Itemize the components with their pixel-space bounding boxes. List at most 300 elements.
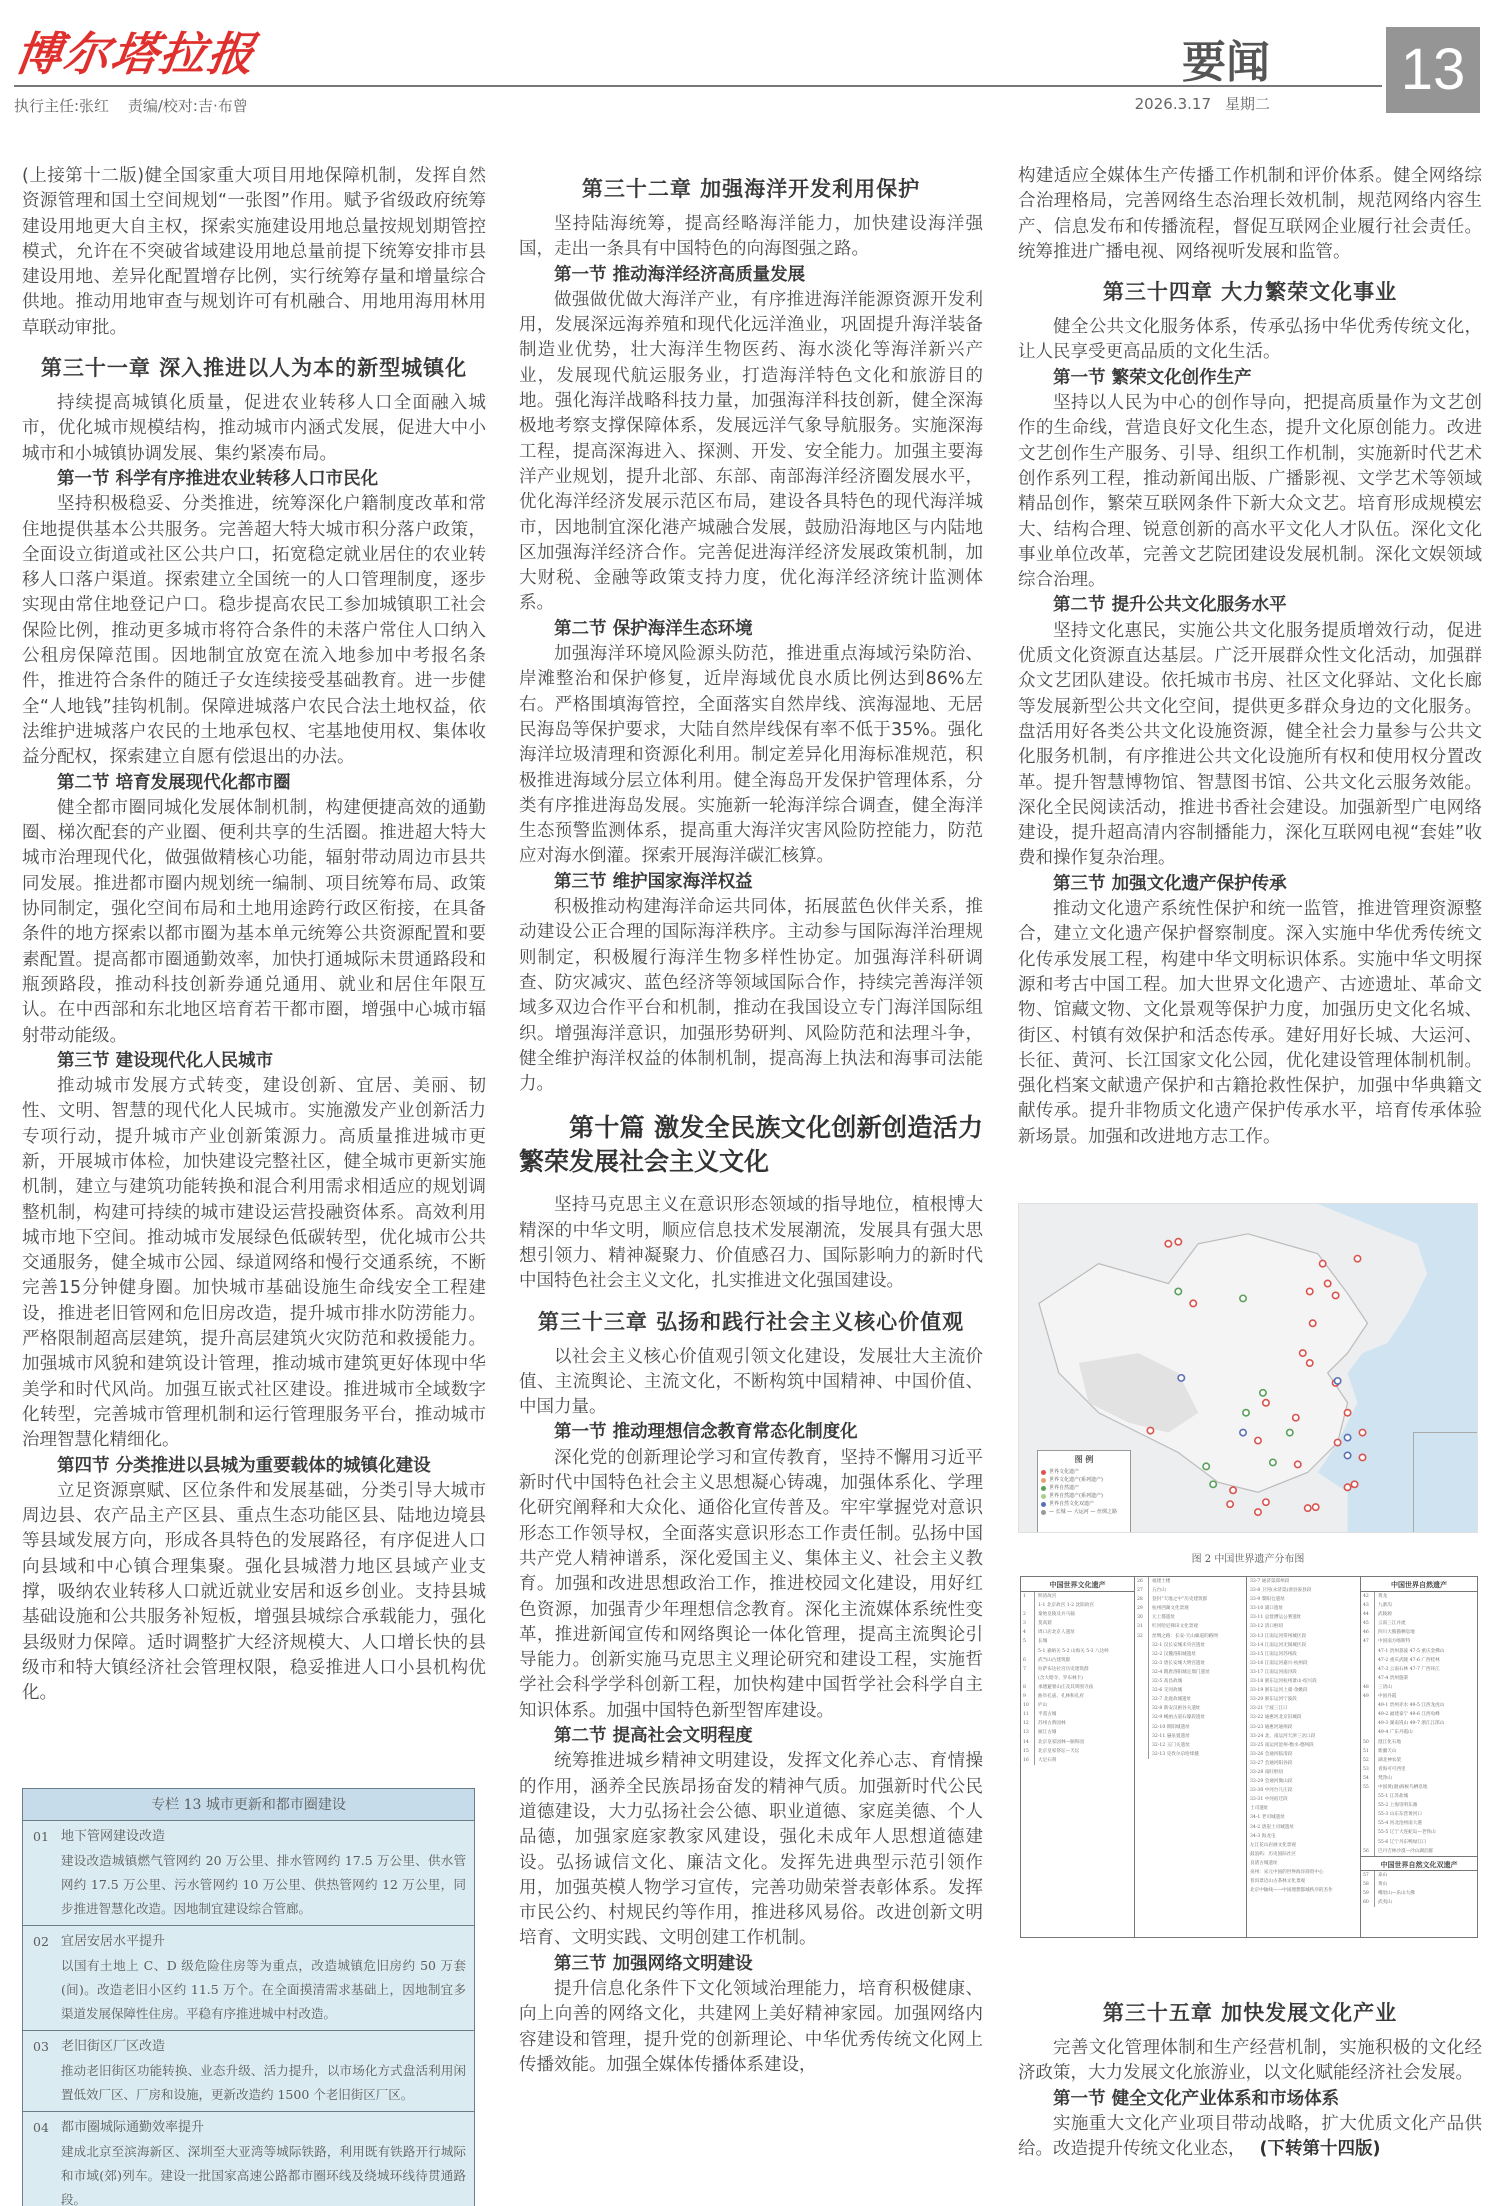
heritage-table-row [1021, 1674, 1134, 1683]
heritage-site-marker [1230, 1487, 1236, 1493]
heritage-name: 33-10 浦口遗址 [1250, 1606, 1284, 1612]
heritage-table-row [1247, 1713, 1360, 1722]
ch31-section-2-title: 第二节 培育发展现代化都市圈 [57, 772, 291, 793]
heritage-table-row [1247, 1886, 1360, 1895]
chapter-32-title: 第三十二章 加强海洋开发利用保护 [581, 177, 921, 201]
heritage-name: 33-17 江南运河南浔段 [1250, 1669, 1297, 1675]
part-10-lead: 坚持马克思主义在意识形态领域的指导地位，植根博大精深的中华文明，顺应信息技术发展潮流，发展具有强大思想引领力、精神凝聚力、价值感召力、国际影响力的新时代中国特色社会主义文化，扎实推进文化强国建设。 [519, 1195, 983, 1292]
heritage-site-marker [1255, 1437, 1261, 1443]
heritage-table-row [1247, 1859, 1360, 1868]
heritage-site-marker [1243, 1410, 1249, 1416]
legend-label: 世界文化遗产 [1049, 1469, 1080, 1475]
legend-marker-icon [1041, 1502, 1046, 1507]
heritage-name: 49-4 广东丹霞山 [1378, 1730, 1413, 1736]
heritage-site-marker [1263, 1499, 1269, 1505]
heritage-site-marker [1270, 1459, 1276, 1465]
publication-date [1135, 93, 1270, 114]
heritage-name: 青海可可西里 [1378, 1766, 1406, 1772]
heritage-table-row [1361, 1647, 1477, 1656]
heritage-name: 1-1 北京故宫 1-2 沈阳故宫 [1038, 1603, 1094, 1609]
heritage-site-marker [1295, 1461, 1301, 1467]
ch33-section-3-body: 提升信息化条件下文化领域治理能力，培育积极健康、向上向善的网络文化，共建网上美好精神家园。加强网络内容建设和管理，提升党的创新理论、中华优秀传统文化网上传播效能。加强全媒体传播体系建设， [519, 1979, 983, 2075]
heritage-number [1135, 1695, 1149, 1704]
heritage-table-row [1021, 1683, 1134, 1692]
heritage-table-row [1361, 1738, 1477, 1747]
heritage-number [1361, 1828, 1375, 1837]
chapter-32-lead: 坚持陆海统筹，提高经略海洋能力，加快建设海洋强国，走出一条具有中国特色的向海图强之路。 [519, 214, 983, 260]
heritage-name: 澄江化石地 [1378, 1739, 1401, 1745]
heritage-site-marker [1307, 1288, 1313, 1294]
heritage-name: 55-1 江苏盐城 [1378, 1794, 1409, 1800]
heritage-number [1135, 1704, 1149, 1713]
heritage-table-row [1361, 1880, 1477, 1889]
ch35-section-1-body [1018, 2112, 1482, 2163]
heritage-table-row [1135, 1650, 1246, 1659]
heritage-number: 27 [1135, 1586, 1149, 1595]
heritage-name: 云南三江并流 [1378, 1621, 1406, 1627]
heritage-name: 中国黄(渤)海候鸟栖息地 [1378, 1784, 1428, 1790]
heritage-name: 47-4 贵州施秉 [1378, 1675, 1409, 1681]
heritage-number: 58 [1361, 1880, 1375, 1889]
heritage-site-marker [1354, 1255, 1360, 1261]
heritage-table-row [1247, 1850, 1360, 1859]
heritage-name: 梵净山 [1378, 1775, 1392, 1781]
heritage-number: 29 [1135, 1604, 1149, 1613]
heritage-table-row [1361, 1637, 1477, 1646]
legend-marker-icon [1041, 1478, 1046, 1483]
heritage-number [1361, 1665, 1375, 1674]
heritage-name: 33-25 南运河沧州-衡水-德州段 [1250, 1742, 1314, 1748]
heritage-table-row [1361, 1692, 1477, 1701]
heritage-number [1135, 1713, 1149, 1722]
ch35-section-1-title: 第一节 健全文化产业体系和市场体系 [1053, 2088, 1340, 2109]
box-item-title: 老旧街区厂区改造 [61, 2039, 166, 2054]
heritage-table-row [1247, 1877, 1360, 1886]
heritage-table-row [1135, 1604, 1246, 1613]
heritage-name: 武陵源 [1378, 1612, 1392, 1618]
heritage-name: 苏州古典园林 [1038, 1721, 1066, 1727]
continued-on-page-link[interactable]: (下转第十四版) [1259, 2139, 1381, 2160]
newspaper-logo: 博尔塔拉报 [11, 27, 260, 81]
heritage-table-row [1247, 1677, 1360, 1686]
heritage-name: 拉萨布达拉宫历史建筑群 [1038, 1666, 1089, 1672]
heritage-name: 曲阜孔庙、孔林和孔府 [1038, 1694, 1084, 1700]
ch33-section-1-body: 深化党的创新理论学习和宣传教育，坚持不懈用习近平新时代中国特色社会主义思想凝心铸魂，加强体系化、学理化研究阐释和大众化、通俗化宣传普及。牢牢掌握党对意识形态工作领导权，全面落实意识形态工作责任制。弘扬中国共产党人精神谱系，深化爱国主义、集体主义、社会主义教育。加强和改进思想政治工作，推进校园文化建设，用好红色资源，加强青少年理想信念教育。深化主流媒体系统性变革，推进新闻宣传和网络舆论一体化管理，提高主流舆论引导能力。创新实施马克思主义理论研究和建设工程，实施哲学社会科学学科创新工程，加快构建中国哲学社会科学自主知识体系。加强中国特色新型智库建设。 [519, 1447, 983, 1721]
heritage-number: 55 [1361, 1783, 1375, 1792]
heritage-table-row [1361, 1747, 1477, 1756]
heritage-table-row [1361, 1819, 1477, 1828]
legend-item [1041, 1500, 1127, 1508]
heritage-name: 泉州：宋元中国的世界海洋商贸中心 [1250, 1870, 1324, 1875]
heritage-name: 33-16 江南运河嘉兴-杭州段 [1250, 1660, 1308, 1666]
heritage-name: 五台山 [1152, 1588, 1166, 1594]
heritage-site-marker [1344, 1434, 1350, 1440]
heritage-table-row [1361, 1619, 1477, 1628]
heritage-number [1361, 1710, 1375, 1719]
box-item-number: 01 [33, 1829, 49, 1844]
heritage-table-row [1247, 1641, 1360, 1650]
chapter-31-title: 第三十一章 深入推进以人为本的新型城镇化 [40, 356, 468, 381]
heritage-table-row [1135, 1577, 1246, 1586]
heritage-site-marker [1203, 1463, 1209, 1469]
heritage-name: 武当山古建筑群 [1038, 1657, 1071, 1663]
heritage-table-row [1247, 1632, 1360, 1641]
box-item [23, 2112, 474, 2206]
masthead [0, 0, 1500, 130]
section-name: 要闻 [1182, 37, 1270, 88]
heritage-site-marker [1147, 1427, 1153, 1433]
ch31-section-3-body: 推动城市发展方式转变，建设创新、宜居、美丽、韧性、文明、智慧的现代化人民城市。实施激发产业创新活力专项行动，提升城市产业创新策源力。高质量推进城市更新，开展城市体检，加快建设完整社区，健全城市更新实施机制，建立与建筑功能转换和混合利用需求相适应的规划调整机制，构建可持续的城市建设运营投融资体系。高效利用城市地下空间。推动城市发展绿色低碳转型，优化城市公共交通服务，健全城市公园、绿道网络和慢行交通系统，不断完善15分钟健身圈。加快城市基础设施生命线安全工程建设，推进老旧管网和危旧房改造，提升城市排水防涝能力。严格限制超高层建筑，提升高层建筑火灾防范和救援能力。加强城市风貌和建筑设计管理，推动城市建筑更好体现中华美学和时代风尚。加强互嵌式社区建设。推进城市全域数字化转型，完善城市管理机制和运行管理服务平台，推动城市治理智慧化精细化。 [22, 1076, 486, 1451]
heritage-table-row [1135, 1641, 1246, 1650]
heritage-number: 56 [1361, 1847, 1375, 1856]
heritage-table-row [1361, 1810, 1477, 1819]
heritage-site-marker [1359, 1454, 1365, 1460]
heritage-site-marker [1165, 1241, 1171, 1247]
heritage-name: 泰山 [1378, 1872, 1388, 1878]
heritage-number: 5 [1021, 1637, 1035, 1646]
heritage-table-row [1135, 1750, 1246, 1759]
heritage-table-row [1021, 1647, 1134, 1656]
heritage-table-row [1361, 1719, 1477, 1728]
heritage-site-marker [1319, 1260, 1325, 1266]
heritage-site-marker [1175, 1288, 1181, 1294]
heritage-name: 49-2 福建泰宁 49-6 江西龟峰 [1378, 1712, 1440, 1718]
heritage-name: 四川大熊猫栖息地 [1378, 1630, 1415, 1636]
heritage-table-row [1021, 1601, 1134, 1610]
heritage-table-row [1247, 1577, 1360, 1586]
box-item-body: 建成北京至滨海新区、深圳至大亚湾等城际铁路，利用既有铁路开行城际和市域(郊)列车。建设一批国家高速公路都市圈环线及绕城环线待贯通路段。 [61, 2144, 466, 2206]
heritage-site-marker [1263, 1400, 1269, 1406]
heritage-site-marker [1344, 1410, 1350, 1416]
heritage-table-row [1361, 1756, 1477, 1765]
heritage-name: 32-4 隋唐洛阳城定鼎门遗址 [1152, 1669, 1210, 1675]
box-item-title: 地下管网建设改造 [61, 1829, 166, 1844]
heritage-name: 杭州西湖文化景观 [1152, 1606, 1189, 1612]
heritage-number: 28 [1135, 1595, 1149, 1604]
column-3-bottom [1018, 1986, 1482, 2162]
legend-label: 世界自然遗产 [1049, 1485, 1080, 1491]
cultural-heritage-col-1 [1021, 1577, 1135, 1937]
heritage-number: 32 [1135, 1632, 1149, 1641]
heritage-name: 47-1 贵州荔波 47-5 重庆金佛山 [1378, 1648, 1445, 1654]
heritage-table-row [1135, 1613, 1246, 1622]
heritage-table-row [1021, 1692, 1134, 1701]
ch31-section-4-title: 第四节 分类推进以县城为重要载体的城镇化建设 [57, 1455, 431, 1476]
heritage-site-marker [1344, 1484, 1350, 1490]
mixed-heritage-header: 中国世界自然文化双遗产 [1361, 1856, 1477, 1871]
heritage-table-row [1247, 1841, 1360, 1850]
heritage-number: 4 [1021, 1628, 1035, 1637]
heritage-number: 47 [1361, 1637, 1375, 1646]
heritage-table-row [1135, 1595, 1246, 1604]
box-item [23, 1821, 474, 1926]
heritage-number [1135, 1650, 1149, 1659]
box-item [23, 2031, 474, 2112]
chapter-31-lead: 持续提高城镇化质量，促进农业转移人口全面融入城市，优化城市规模结构，推动城市内涵式发展，促进大中小城市和小城镇协调发展、集约紧凑布局。 [22, 393, 486, 464]
heritage-name: 33-7 通济渠郑州段 [1250, 1579, 1290, 1584]
heritage-name: 长城 [1038, 1639, 1048, 1645]
heritage-table-row [1247, 1586, 1360, 1595]
heritage-name: 北京中轴线——中国理想都城秩序的杰作 [1250, 1888, 1333, 1894]
heritage-number [1135, 1677, 1149, 1686]
heritage-table-row [1247, 1804, 1360, 1813]
heritage-name: 良渚古城遗址 [1250, 1860, 1278, 1866]
heritage-site-marker [1344, 1452, 1350, 1458]
continued-paragraph: (上接第十二版)健全国家重大项目用地保障机制，发挥自然资源管理和国土空间规划“一张图”作用。赋予省级政府统筹建设用地更大自主权，探索实施建设用地总量按规划期管控模式，允许在不突破省域建设用地总量前提下统筹安排市县建设用地、差异化配置增存比例，实行统筹存量和增量综合供地。推动用地审查与规划许可有机融合、用地用海用林用草联动审批。 [22, 166, 486, 338]
chapter-34-lead: 健全公共文化服务体系，传承弘扬中华优秀传统文化，让人民享受更高品质的文化生活。 [1018, 317, 1482, 363]
legend-label: 世界文化遗产(系列遗产) [1049, 1477, 1103, 1483]
heritage-number: 59 [1361, 1889, 1375, 1898]
heritage-table-row [1361, 1656, 1477, 1665]
box-item-title: 都市圈城际通勤效率提升 [61, 2120, 205, 2135]
box-item [23, 1926, 474, 2031]
heritage-site-marker [1175, 1239, 1181, 1245]
legend-item [1041, 1508, 1127, 1516]
heritage-name: 34-3 海龙屯 [1250, 1833, 1276, 1839]
heritage-table-row [1361, 1665, 1477, 1674]
heritage-site-marker [1307, 1360, 1313, 1366]
heritage-name: 福建土楼 [1152, 1579, 1171, 1584]
box-item-number: 02 [33, 1934, 49, 1949]
heritage-name: 莫高窟 [1038, 1621, 1052, 1627]
heritage-number: 49 [1361, 1692, 1375, 1701]
heritage-name: 峨眉山—乐山大佛 [1378, 1890, 1415, 1896]
heritage-number: 57 [1361, 1871, 1375, 1880]
box-item-body: 推动老旧街区功能转换、业态升级、活力提升，以市场化方式盘活利用闲置低效厂区、厂房和设施，更新改造约 1500 个老旧街区厂区。 [61, 2063, 466, 2102]
heritage-table-row [1021, 1610, 1134, 1619]
heritage-number [1135, 1741, 1149, 1750]
heritage-name: 九寨沟 [1378, 1603, 1392, 1609]
heritage-table-row [1135, 1622, 1246, 1631]
heritage-name: 33-23 通惠河通州段 [1250, 1724, 1293, 1730]
heritage-site-marker [1324, 1280, 1330, 1286]
masthead-rule [14, 85, 1382, 87]
heritage-site-marker [1313, 1504, 1319, 1510]
heritage-number [1135, 1659, 1149, 1668]
heritage-table-row [1247, 1659, 1360, 1668]
heritage-number [1361, 1801, 1375, 1810]
editor-credit: 责编/校对:吉·布曾 [127, 97, 248, 115]
heritage-table-row [1361, 1674, 1477, 1683]
heritage-name: 土司遗址 [1250, 1806, 1269, 1812]
heritage-number: 44 [1361, 1610, 1375, 1619]
heritage-table-row [1361, 1774, 1477, 1783]
heritage-site-marker [1334, 1439, 1340, 1445]
heritage-name: 鼓浪屿：历史国际社区 [1250, 1851, 1296, 1857]
heritage-table-row [1361, 1592, 1477, 1601]
heritage-table-row [1361, 1601, 1477, 1610]
ch34-section-3-title: 第三节 加强文化遗产保护传承 [1053, 873, 1287, 894]
ch32-section-3-title: 第三节 维护国家海洋权益 [554, 871, 753, 892]
heritage-number: 7 [1021, 1665, 1035, 1674]
heritage-name: 新疆天山 [1378, 1748, 1397, 1754]
ch31-section-1-title: 第一节 科学有序推进农业转移人口市民化 [57, 468, 379, 489]
heritage-table-row [1247, 1786, 1360, 1795]
legend-title: 图 例 [1074, 1455, 1094, 1464]
heritage-number: 50 [1361, 1738, 1375, 1747]
continued-paragraph: 构建适应全媒体生产传播工作机制和评价体系。健全网络综合治理格局，完善网络生态治理长效机制，规范网络内容生产、信息发布和传播流程，督促互联网企业履行社会责任。统筹推进广播电视、网络视听发展和监管。 [1018, 166, 1482, 262]
heritage-name: 湖北神农架 [1378, 1757, 1401, 1763]
heritage-table-row [1361, 1889, 1477, 1898]
heritage-number: 60 [1361, 1898, 1375, 1907]
heritage-site-marker [1260, 1390, 1266, 1396]
heritage-number: 42 [1361, 1592, 1375, 1601]
heritage-number [1361, 1656, 1375, 1665]
heritage-number [1361, 1647, 1375, 1656]
heritage-table-row [1247, 1604, 1360, 1613]
heritage-table-row [1247, 1622, 1360, 1631]
ch34-section-1-title: 第一节 繁荣文化创作生产 [1053, 367, 1252, 388]
heritage-name: 明清故宫 [1038, 1594, 1057, 1599]
ch35-section-1-text: 实施重大文化产业项目带动战略，扩大优质文化产品供给。改造提升传统文化业态， [1018, 2113, 1482, 2160]
heritage-name: 三清山 [1378, 1684, 1392, 1690]
heritage-table-row [1361, 1828, 1477, 1837]
heritage-table-row [1247, 1704, 1360, 1713]
ch33-section-2-title: 第二节 提高社会文明程度 [554, 1726, 753, 1747]
ch32-section-2-body: 加强海洋环境风险源头防范，推进重点海域污染防治、岸滩整治和保护修复，近岸海域优良水质比例达到86%左右。严格围填海管控，全面落实自然岸线、滨海湿地、无居民海岛等保护要求，大陆自然岸线保有率不低于35%。强化海洋垃圾清理和资源化利用。制定差异化用海标准规范，积极推进海域分层立体利用。健全海岛开发保护管理体系，分类有序推进海岛发展。实施新一轮海洋综合调查，健全海洋生态预警监测体系，提高重大海洋灾害风险防控能力，防范应对海水倒灌。探索开展海洋碳汇核算。 [519, 644, 983, 867]
chapter-33-lead: 以社会主义核心价值观引领文化建设，发展壮大主流价值、主流舆论、主流文化，不断构筑中国精神、中国价值、中国力量。 [519, 1346, 983, 1418]
heritage-name: 32-6 交河故城 [1152, 1688, 1183, 1694]
heritage-table-row [1135, 1704, 1246, 1713]
heritage-name: 平遥古城 [1038, 1712, 1057, 1718]
heritage-name: 33-31 中河宿迁段 [1250, 1797, 1288, 1803]
heritage-table-row [1021, 1628, 1134, 1637]
world-heritage-map [1018, 1203, 1478, 1533]
ch33-section-2-body: 统筹推进城乡精神文明建设，发挥文化养心志、育情操的作用，涵养全民族昂扬奋发的精神气质。加强新时代公民道德建设，大力弘扬社会公德、职业道德、家庭美德、个人品德，加强家庭家教家风建设，强化未成年人思想道德建设。弘扬诚信文化、廉洁文化。发挥先进典型示范引领作用，加强英模人物学习宣传，完善功勋荣誉表彰体系。发挥市民公约、村规民约等作用，推进移风易俗。改进创新文明培育、文明实践、文明创建工作机制。 [519, 1751, 983, 1949]
heritage-site-marker [1190, 1300, 1196, 1306]
heritage-name: 33-28 南旺枢纽 [1250, 1769, 1284, 1775]
box-title: 专栏 13 城市更新和都市圈建设 [23, 1789, 474, 1821]
heritage-name: 黄山 [1378, 1881, 1388, 1887]
legend-label: 世界自然文化双遗产 [1049, 1501, 1095, 1507]
date-text: 2026.3.17 [1134, 95, 1211, 113]
heritage-number: 48 [1361, 1683, 1375, 1692]
heritage-table-row [1021, 1710, 1134, 1719]
heritage-number: 31 [1135, 1622, 1149, 1631]
heritage-name: 丽江古城 [1038, 1730, 1057, 1736]
heritage-name: 32-10 锁阳城遗址 [1152, 1724, 1190, 1730]
heritage-site-marker [1210, 1481, 1216, 1487]
heritage-number: 53 [1361, 1765, 1375, 1774]
heritage-number: 1 [1021, 1592, 1035, 1601]
heritage-list-table [1020, 1576, 1478, 1938]
column-2 [519, 164, 983, 2078]
legend-label: 世界自然遗产(系列遗产) [1049, 1493, 1103, 1499]
heritage-name: 庐山 [1038, 1703, 1048, 1709]
heritage-name: 33-20 浙东运河宁波段 [1250, 1697, 1297, 1703]
heritage-number: 26 [1135, 1577, 1149, 1586]
ch32-section-1-title: 第一节 推动海洋经济高质量发展 [554, 264, 806, 285]
heritage-table-row [1247, 1795, 1360, 1804]
ch32-section-2-title: 第二节 保护海洋生态环境 [554, 618, 753, 639]
heritage-table-row [1247, 1741, 1360, 1750]
heritage-number: 3 [1021, 1619, 1035, 1628]
heritage-number [1361, 1792, 1375, 1801]
heritage-site-marker [1332, 1292, 1338, 1298]
heritage-number: 52 [1361, 1756, 1375, 1765]
heritage-name: 周口店北京人遗址 [1038, 1630, 1075, 1636]
heritage-site-marker [1351, 1481, 1357, 1487]
heritage-name: 秦始皇陵及兵马俑 [1038, 1612, 1075, 1618]
heritage-name: 33-15 江南运河苏州段 [1250, 1651, 1297, 1657]
heritage-name: 33-27 会通河阳谷段 [1250, 1760, 1293, 1766]
heritage-table-row [1135, 1713, 1246, 1722]
heritage-number [1135, 1732, 1149, 1741]
heritage-table-row [1361, 1871, 1477, 1880]
heritage-number: 51 [1361, 1747, 1375, 1756]
heritage-number [1021, 1674, 1035, 1683]
heritage-number [1135, 1668, 1149, 1677]
heritage-table-row [1021, 1728, 1134, 1737]
heritage-site-marker [1300, 1350, 1306, 1356]
heritage-number [1361, 1701, 1375, 1710]
page-number: 13 [1386, 27, 1480, 113]
ch31-section-4-body: 立足资源禀赋、区位条件和发展基础，分类引导大城市周边县、农产品主产区县、重点生态功能区县、陆地边境县等县域发展方向，形成各具特色的发展路径，有序促进人口向县域和中心镇合理集聚。强化县城潜力地区县域产业支撑，吸纳农业转移人口就近就业安居和返乡创业。支持县城基础设施和公共服务补短板，增强县城综合承载能力，强化县级财力保障。适时调整扩大经济规模大、人口增长快的县级市和特大镇经济社会管理权限，稳妥推进人口小县机构优化。 [22, 1480, 486, 1704]
heritage-table-row [1135, 1695, 1246, 1704]
ch32-section-1-body: 做强做优做大海洋产业，有序推进海洋能源资源开发利用，发展深远海养殖和现代化远洋渔业，巩固提升海洋装备制造业优势，壮大海洋生物医药、海水淡化等海洋新兴产业，发展现代航运服务业，打造海洋特色文化和旅游目的地。强化海洋战略科技力量，加强海洋科技创新，健全深海极地考察支撑保障体系，发展远洋气象导航服务。实施深海工程，提高深海进入、探测、开发、安全能力。加强主要海洋产业规划，提升北部、东部、南部海洋经济圈发展水平，优化海洋经济发展示范区布局，建设各具特色的现代海洋城市，因地制宜深化港产城融合发展，鼓励沿海地区与内陆地区加强海洋经济合作。完善促进海洋经济发展政策机制，加大财税、金融等政策支持力度，优化海洋经济统计监测体系。 [519, 289, 983, 614]
heritage-name: 49-3 湖南崀山 49-7 浙江江郎山 [1378, 1721, 1445, 1727]
ch34-section-2-body: 坚持文化惠民，实施公共文化服务提质增效行动，促进优质文化资源直达基层。广泛开展群众性文化活动，加强群众文艺团队建设。依托城市书房、社区文化驿站、文化长廊等发展新型公共文化空间，提供更多群众身边的文化服务。盘活用好各类公共文化设施资源，健全社会力量参与公共文化服务机制，有序推进公共文化设施所有权和使用权分置改革。提升智慧博物馆、智慧图书馆、公共文化云服务效能。深化全民阅读活动，推进书香社会建设。加强新型广电网络建设，提升超高清内容制播能力，深化互联网电视“套娃”收费和操作复杂治理。 [1018, 620, 1482, 869]
heritage-name: 元上都遗址 [1152, 1615, 1175, 1621]
heritage-number [1361, 1810, 1375, 1819]
legend-marker-icon [1041, 1470, 1046, 1475]
heritage-table-row [1021, 1637, 1134, 1646]
heritage-name: 承德避暑山庄及其周围寺庙 [1038, 1684, 1094, 1690]
heritage-site-marker [1310, 1320, 1316, 1326]
chapter-35-title: 第三十五章 加快发展文化产业 [1102, 2001, 1398, 2025]
heritage-name: 中国南方喀斯特 [1378, 1639, 1411, 1645]
heritage-name: 55-6 辽宁丹东鸭绿江口 [1378, 1839, 1427, 1845]
heritage-name: 34-2 唐崖土司城遗址 [1250, 1824, 1294, 1830]
heritage-site-marker [1227, 1501, 1233, 1507]
heritage-table-row [1247, 1832, 1360, 1841]
heritage-name: 武夷山 [1378, 1900, 1392, 1905]
heritage-name: 55-4 河北沧州南大港 [1378, 1821, 1422, 1827]
ch31-section-1-body: 坚持积极稳妥、分类推进，统筹深化户籍制度改革和常住地提供基本公共服务。完善超大特大城市积分落户政策，全面设立街道或社区公共户口，拓宽稳定就业居住的农业转移人口落户渠道。探索建立全国统一的人口管理制度，逐步实现由常住地登记户口。稳步提高农民工参加城镇职工社会保险比例，推动更多城市将符合条件的未落户常住人口纳入公租房保障范围。因地制宜放宽在流入地参加中考报名条件，推进符合条件的随迁子女连续接受基础教育。进一步健全“人地钱”挂钩机制。保障进城落户农民合法土地权益，依法维护进城落户农民的土地承包权、宅基地使用权、集体收益分配权，探索建立自愿有偿退出的办法。 [22, 494, 486, 768]
heritage-table-row [1135, 1659, 1246, 1668]
ch34-section-2-title: 第二节 提升公共文化服务水平 [1053, 595, 1287, 616]
natural-heritage-header: 中国世界自然遗产 [1361, 1577, 1477, 1592]
heritage-table-row [1247, 1668, 1360, 1677]
heritage-number: 13 [1021, 1728, 1035, 1737]
map-caption: 图 2 中国世界遗产分布图 [1191, 1554, 1305, 1565]
column-3 [1018, 164, 1482, 1150]
heritage-name: 32-1 汉长安城未央宫遗址 [1152, 1642, 1206, 1648]
heritage-name: 33-18 浙东运河杭州萧山-绍兴段 [1250, 1679, 1317, 1685]
heritage-number [1021, 1647, 1035, 1656]
heritage-table-row [1135, 1741, 1246, 1750]
heritage-table-row [1021, 1756, 1134, 1765]
heritage-number: 8 [1021, 1683, 1035, 1692]
heritage-site-marker [1240, 1295, 1246, 1301]
part-10-title: 第十篇 激发全民族文化创新创造活力 繁荣发展社会主义文化 [519, 1113, 983, 1177]
heritage-name: 33-14 江南运河无锡城区段 [1250, 1642, 1307, 1648]
heritage-name: 黄龙 [1378, 1594, 1388, 1599]
heritage-site-marker [1178, 1375, 1184, 1381]
heritage-table-row [1135, 1732, 1246, 1741]
heritage-name: 55-5 辽宁大连蛇岛—老铁山 [1378, 1830, 1436, 1836]
heritage-name: 红河哈尼梯田文化景观 [1152, 1624, 1198, 1630]
heritage-table-row [1361, 1847, 1477, 1856]
heritage-table-row [1021, 1619, 1134, 1628]
legend-marker-icon [1041, 1486, 1046, 1491]
heritage-name: 5-1 嘉峪关 5-2 山海关 5-3 八达岭 [1038, 1648, 1109, 1654]
heritage-number [1135, 1686, 1149, 1695]
heritage-number: 46 [1361, 1628, 1375, 1637]
exec-director-credit: 执行主任:张红 [14, 97, 110, 115]
heritage-number [1135, 1641, 1149, 1650]
heritage-number: 2 [1021, 1610, 1035, 1619]
